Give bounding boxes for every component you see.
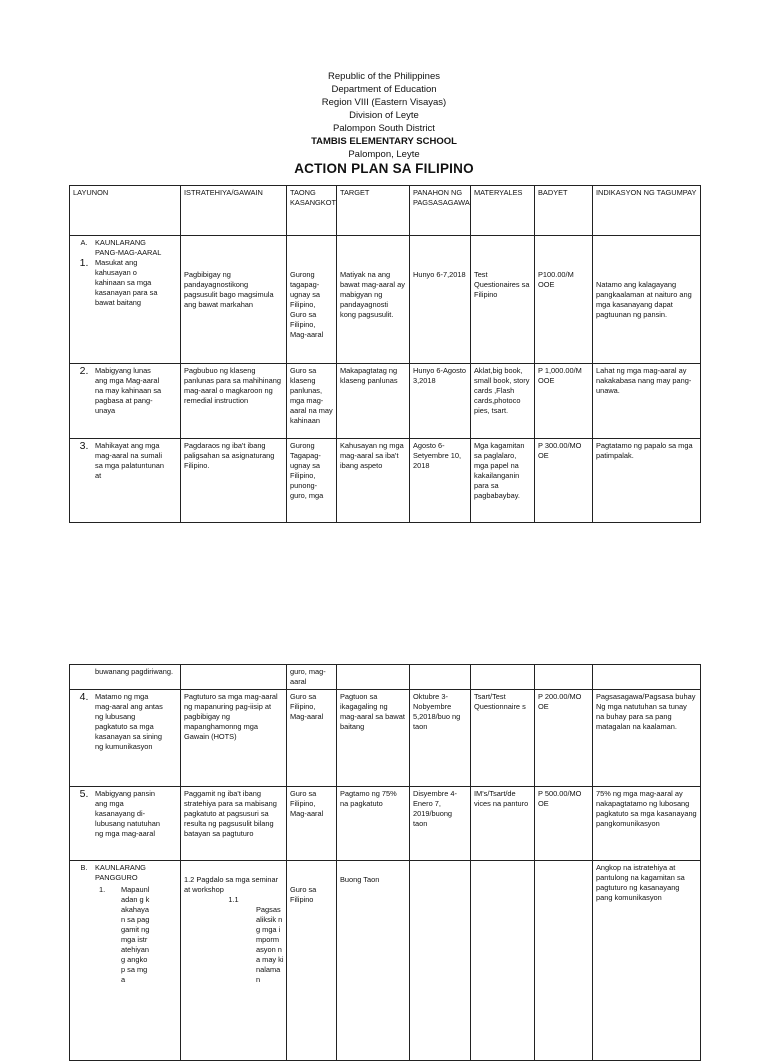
cell-target: Pagtuon sa ikagagaling ng mag-aaral sa bawat baitang (337, 690, 410, 787)
cell-badyet: P 200.00/MO OE (535, 690, 593, 787)
strategy-number: 1.1 (228, 895, 239, 904)
table-row (70, 665, 701, 690)
objective-number: 4. (79, 691, 89, 703)
strategy-seminar: 1.2 Pagdalo sa mga seminar at workshop (184, 875, 279, 894)
cell-materyales (471, 665, 535, 690)
objective-text: Mabigyang pansin ang mga kasanayang di-lubusang natutuhan ng mga mag-aaral (95, 789, 160, 838)
col-header-badyet: BADYET (535, 186, 593, 236)
table-row (70, 787, 701, 861)
budget-text: P100.00/M OOE (538, 270, 574, 289)
cell-badyet: P 500.00/MO OE (535, 787, 593, 861)
section-b-label: B. (80, 863, 88, 872)
cell-badyet (535, 236, 593, 364)
cell-materyales (471, 861, 535, 1061)
header-division: Division of Leyte (349, 110, 419, 121)
section-a-heading (73, 238, 177, 258)
cell-taong-kasangkot (287, 861, 337, 1061)
action-plan-table-page2 (69, 664, 701, 1061)
target-text: Buong Taon (340, 875, 380, 884)
cell-taong-kasangkot (287, 236, 337, 364)
cell-layunon (70, 439, 181, 523)
table-row (70, 439, 701, 523)
cell-taong-kasangkot: Guro sa klaseng panlunas, mga mag-aaral na may kahinaan (287, 364, 337, 439)
header-republic: Republic of the Philippines (328, 71, 440, 82)
cell-indikasyon: Lahat ng mga mag-aaral ay nakakabasa nang may pang-unawa. (593, 364, 701, 439)
strategy-research: Pagsasaliksik ng mga imporm asyon na may kinalaman (256, 905, 284, 984)
objective-text: Mapaunladan g kakahayan sa paggamit ng mga istratehiyang angkop sa mga (121, 885, 150, 984)
cell-layunon (70, 787, 181, 861)
objective-text: Mabigyang lunas ang mga Mag-aaral na may kahinaan sa pagbasa at pang-unaya (95, 366, 162, 415)
header-district: Palompon South District (333, 123, 435, 134)
cell-badyet: P 1,000.00/M OOE (535, 364, 593, 439)
cell-istratehiya (181, 861, 287, 1061)
cell-layunon (70, 236, 181, 364)
cell-materyales (471, 236, 535, 364)
cell-materyales: Tsart/Test Questionnaire s (471, 690, 535, 787)
col-header-indikasyon: INDIKASYON NG TAGUMPAY (593, 186, 701, 236)
col-header-istratehiya: ISTRATEHIYA/GAWAIN (181, 186, 287, 236)
document-header (0, 70, 768, 161)
objective-text: Matamo ng mga mag-aaral ang antas ng lubusang pagkatuto sa mga kasanayan sa sining ng kumunikasyon (95, 692, 163, 751)
cell-indikasyon: Pagsasagawa/Pagsasa buhay Ng mga natutuhan sa tunay na buhay para sa pang matagalan na kaalaman. (593, 690, 701, 787)
header-region: Region VIII (Eastern Visayas) (321, 97, 447, 108)
cell-badyet: P 300.00/MO OE (535, 439, 593, 523)
objective-continued-text: buwanang pagdiriwang. (95, 667, 174, 676)
target-text: Matiyak na ang bawat mag-aaral ay mabigyan ng pandayagnosti kong pagsusulit. (340, 270, 405, 319)
persons-text: Guro sa Filipino (290, 885, 317, 904)
objective-number: 3. (79, 440, 89, 452)
cell-indikasyon: 75% ng mga mag-aaral ay nakapagtatamo ng lubosang pagkatuto sa mga kasanayang pangkomunikasyon (593, 787, 701, 861)
cell-indikasyon (593, 236, 701, 364)
header-department: Department of Education (331, 84, 437, 95)
cell-target: Makapagtatag ng klaseng panlunas (337, 364, 410, 439)
cell-panahon: Oktubre 3-Nobyembre 5,2018/buo ng taon (410, 690, 471, 787)
header-location: Palompon, Leyte (348, 149, 420, 160)
section-b-objective (99, 885, 177, 985)
objective-text: Masukat ang kahusayan o kahinaan sa mga kasanayan para sa bawat baitang (95, 258, 158, 307)
table-row (70, 236, 701, 364)
cell-indikasyon (593, 665, 701, 690)
table-row (70, 861, 701, 1061)
cell-layunon (70, 861, 181, 1061)
table-row (70, 364, 701, 439)
cell-taong-kasangkot: Guro sa Filipino, Mag-aaral (287, 787, 337, 861)
cell-target (337, 861, 410, 1061)
cell-badyet (535, 861, 593, 1061)
col-header-taong-kasangkot: TAONG KASANGKOT (287, 186, 337, 236)
persons-text: Gurong tagapag-ugnay sa Filipino, Guro sa Filipino, Mag-aaral (290, 270, 324, 339)
document-title: ACTION PLAN SA FILIPINO (294, 161, 474, 176)
cell-target: Kahusayan ng mga mag-aaral sa iba't ibang aspeto (337, 439, 410, 523)
cell-panahon: Hunyo 6-Agosto 3,2018 (410, 364, 471, 439)
col-header-panahon: PANAHON NG PAGSASAGAWA (410, 186, 471, 236)
cell-istratehiya: Pagbubuo ng klaseng panlunas para sa mahihinang mag-aaral o magkaroon ng remedial instruction (181, 364, 287, 439)
objective-number: 1. (79, 257, 89, 269)
cell-taong-kasangkot: guro, mag-aaral (287, 665, 337, 690)
cell-layunon (70, 665, 181, 690)
cell-istratehiya: Pagtuturo sa mga mag-aaral ng mapanuring pag-iisip at pagbibigay ng mapanghamonng mga Gawain (HOTS) (181, 690, 287, 787)
cell-badyet (535, 665, 593, 690)
cell-layunon (70, 364, 181, 439)
cell-istratehiya (181, 665, 287, 690)
cell-layunon (70, 690, 181, 787)
time-text: Hunyo 6-7,2018 (413, 270, 466, 279)
action-plan-table-page1 (69, 185, 701, 523)
cell-istratehiya: Pagdaraos ng iba't ibang paligsahan sa asignaturang Filipino. (181, 439, 287, 523)
section-a-label: A. (80, 238, 88, 247)
objective-number: 5. (79, 788, 89, 800)
cell-taong-kasangkot: Gurong Tagapag-ugnay sa Filipino, punong-guro, mga (287, 439, 337, 523)
cell-materyales: Mga kagamitan sa paglalaro, mga papel na kakailanganin para sa pagbabaybay. (471, 439, 535, 523)
table-row (70, 690, 701, 787)
cell-panahon (410, 861, 471, 1061)
section-b-heading (73, 863, 177, 883)
table-header-row (70, 186, 701, 236)
cell-taong-kasangkot: Guro sa Filipino, Mag-aaral (287, 690, 337, 787)
col-header-layunon: LAYUNON (70, 186, 181, 236)
cell-panahon: Agosto 6-Setyembre 10, 2018 (410, 439, 471, 523)
objective-number: 1. (99, 885, 106, 894)
col-header-target: TARGET (337, 186, 410, 236)
section-b-title: KAUNLARANG PANGGURO (95, 863, 146, 882)
cell-panahon (410, 665, 471, 690)
header-school: TAMBIS ELEMENTARY SCHOOL (311, 136, 457, 147)
cell-target (337, 236, 410, 364)
indicator-text: Natamo ang kalagayang pangkaalaman at naituro ang mga kasanayang dapat pagtuunan ng pansin. (596, 280, 692, 319)
cell-istratehiya: Paggamit ng iba't ibang stratehiya para sa mabisang pagkatuto at pagsusuri sa resulta ng pagsusulit bilang batayan sa pagtuturo (181, 787, 287, 861)
materials-text: Test Questionaires sa Filipino (474, 270, 530, 299)
cell-indikasyon: Angkop na istratehiya at pantulong na kagamitan sa pagtuturo ng kasanayang pang komunikasyon (593, 861, 701, 1061)
cell-indikasyon: Pagtatamo ng papalo sa mga patimpalak. (593, 439, 701, 523)
cell-materyales: IM's/Tsart/de vices na panturo (471, 787, 535, 861)
objective-number: 2. (79, 365, 89, 377)
cell-panahon (410, 236, 471, 364)
cell-materyales: Aklat,big book, small book, story cards ,Flash cards,photoco pies, tsart. (471, 364, 535, 439)
objective-text: Mahikayat ang mga mag-aaral na sumali sa mga palatuntunan at (95, 441, 165, 480)
cell-panahon: Disyembre 4-Enero 7, 2019/buong taon (410, 787, 471, 861)
col-header-materyales: MATERYALES (471, 186, 535, 236)
section-a-title: KAUNLARANG PANG-MAG-AARAL (95, 238, 162, 257)
cell-istratehiya (181, 236, 287, 364)
objective-1 (73, 258, 177, 308)
cell-target: Pagtamo ng 75% na pagkatuto (337, 787, 410, 861)
cell-target (337, 665, 410, 690)
strategy-text: Pagbibigay ng pandayagnostikong pagsusulit bago magsimula ang bawat markahan (184, 270, 274, 309)
